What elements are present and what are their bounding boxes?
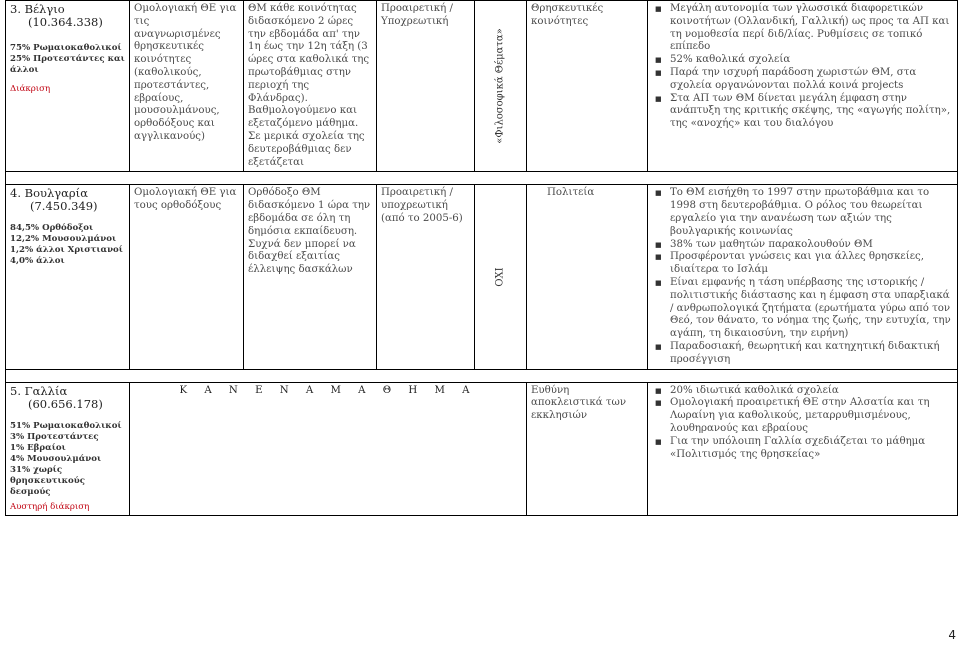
list-item: ■ Παρά την ισχυρή παράδοση χωριστών ΘΜ, στα σχολεία οργανώνονται πολλά κοινά projects xyxy=(670,67,953,93)
alternative-subject-label: ΟΧΙ xyxy=(494,267,506,287)
religion-stat: 12,2% Μουσουλμάνοι xyxy=(10,234,117,245)
country-population: (60.656.178) xyxy=(28,396,103,411)
alternative-subject-cell xyxy=(475,1,527,172)
country-cell xyxy=(6,1,130,172)
list-item: ■ Προσφέρονται γνώσεις και για άλλες θρησκείες, ιδιαίτερα το Ισλάμ xyxy=(670,251,953,277)
country-cell xyxy=(6,185,130,369)
country-name: 3. Βέλγιο xyxy=(10,2,65,16)
list-item: ■ Στα ΑΠ των ΘΜ δίνεται μεγάλη έμφαση στην ανάπτυξη της κριτικής σκέψης, της «αγωγής πολίτη», της «ανοχής» και του διαλόγου xyxy=(670,93,953,131)
responsibility-cell: Θρησκευτικές κοινότητες xyxy=(527,1,648,172)
religion-stat: 51% Ρωμαιοκαθολικοί xyxy=(10,420,122,431)
religion-stat: 84,5% Ορθόδοξοι xyxy=(10,223,94,234)
alternative-subject-label: «Φιλοσοφικά Θέματα» xyxy=(494,28,506,144)
attendance-cell: Προαιρετική / Υποχρεωτική xyxy=(377,1,475,172)
religion-stat: 75% Ρωμαιοκαθολικοί xyxy=(10,43,122,53)
responsibility-cell: Ευθύνη αποκλειστικά των εκκλησιών xyxy=(527,382,648,515)
notes-cell xyxy=(648,382,958,515)
country-population: (7.450.349) xyxy=(30,199,98,214)
table-row-france xyxy=(6,382,958,515)
subject-description-cell: ΘΜ κάθε κοινότητας διδασκόμενο 2 ώρες την εβδομάδα απ' την 1η έως την 12η τάξη (3 ώρες στα καθολικά της πρωτοβάθμιας στην περιοχή της Φλάνδρας). Βαθμολογούμενο και εξεταζόμενο μάθημα. Σε μερικά σχολεία της δευτεροβάθμιας δεν εξετάζεται xyxy=(244,1,377,172)
list-item: ■ Για την υπόλοιπη Γαλλία σχεδιάζεται το μάθημα «Πολιτισμός της θρησκείας» xyxy=(670,436,953,462)
religion-stat: 1,2% άλλοι Χριστιανοί xyxy=(10,245,123,256)
country-cell xyxy=(6,382,130,515)
table-row-belgium xyxy=(6,1,958,172)
church-state-relation: Αυστηρή διάκριση xyxy=(10,501,90,512)
list-item: ■ Μεγάλη αυτονομία των γλωσσικά διαφορετικών κοινοτήτων (Ολλανδική, Γαλλική) ως προς τα ΑΠ και τη νομοθεσία περί διδ/λίας. Ρυθμίσεις σε τοπικό επίπεδο xyxy=(670,3,953,54)
responsibility-cell: Πολιτεία xyxy=(527,185,648,369)
comparison-table xyxy=(5,0,958,516)
subject-description-cell: Ορθόδοξο ΘΜ διδασκόμενο 1 ώρα την εβδομάδα σε όλη τη δημόσια εκπαίδευση. Συχνά δεν μπορεί να διδαχθεί εξαιτίας έλλειψης δασκάλων xyxy=(244,185,377,369)
table-row-bulgaria xyxy=(6,185,958,369)
country-name: 5. Γαλλία xyxy=(10,383,68,398)
education-type-cell: Ομολογιακή ΘΕ για τις αναγνωρισμένες θρησκευτικές κοινότητες (καθολικούς, προτεστάντες, εβραίους, μουσουλμάνους, ορθοδόξους και αγγλικανούς) xyxy=(130,1,244,172)
no-subject-cell: Κ Α Ν Ε Ν Α Μ Α Θ Η Μ Α xyxy=(130,382,527,515)
religion-stat: 3% Προτεστάντες xyxy=(10,431,99,442)
church-state-relation: Διάκριση xyxy=(10,84,51,94)
list-item: ■ 20% ιδιωτικά καθολικά σχολεία xyxy=(670,385,953,398)
religion-stat: 4,0% άλλοι xyxy=(10,256,65,267)
list-item: ■ Το ΘΜ εισήχθη το 1997 στην πρωτοβάθμια και το 1998 στη δευτεροβάθμια. Ο ρόλος του θεωρείται εργαλείο για την ανανέωση των αξιών της βουλγαρικής κοινωνίας xyxy=(670,187,953,238)
list-item: ■ Ομολογιακή προαιρετική ΘΕ στην Αλσατία και τη Λωραίνη για καθολικούς, μεταρρυθμισμένους, λουθηρανούς και εβραίους xyxy=(670,397,953,435)
list-item: ■ Παραδοσιακή, θεωρητική και κατηχητική διδακτική προσέγγιση xyxy=(670,341,953,367)
religion-stat: 25% Προτεστάντες και άλλοι xyxy=(10,54,125,75)
list-item: ■ 38% των μαθητών παρακολουθούν ΘΜ xyxy=(670,239,953,252)
row-separator xyxy=(6,369,958,382)
row-separator xyxy=(6,172,958,185)
religion-stat: 1% Εβραίοι xyxy=(10,442,66,453)
notes-list xyxy=(652,3,953,131)
list-item: ■ Είναι εμφανής η τάση υπέρβασης της ιστορικής / πολιτιστικής διάστασης και η έμφαση στα υπαρξιακά / ανθρωπολογικά ζητήματα (ερωτήματα γύρω από τον Θεό, τον θάνατο, το νόημα της ζωής, την ευτυχία, την αγάπη, τη δικαιοσύνη, την ειρήνη) xyxy=(670,277,953,341)
country-name: 4. Βουλγαρία xyxy=(10,186,88,201)
notes-list xyxy=(652,187,953,366)
page-number: 4 xyxy=(948,628,956,642)
notes-cell xyxy=(648,185,958,369)
attendance-cell: Προαιρετική / υποχρεωτική (από το 2005-6) xyxy=(377,185,475,369)
alternative-subject-cell xyxy=(475,185,527,369)
religion-stat: 4% Μουσουλμάνοι xyxy=(10,453,102,464)
list-item: ■ 52% καθολικά σχολεία xyxy=(670,54,953,67)
education-type-cell: Ομολογιακή ΘΕ για τους ορθοδόξους xyxy=(130,185,244,369)
religion-stat: 31% χωρίς θρησκευτικούς δεσμούς xyxy=(10,464,85,497)
country-population: (10.364.338) xyxy=(28,15,103,29)
notes-cell xyxy=(648,1,958,172)
notes-list xyxy=(652,385,953,462)
